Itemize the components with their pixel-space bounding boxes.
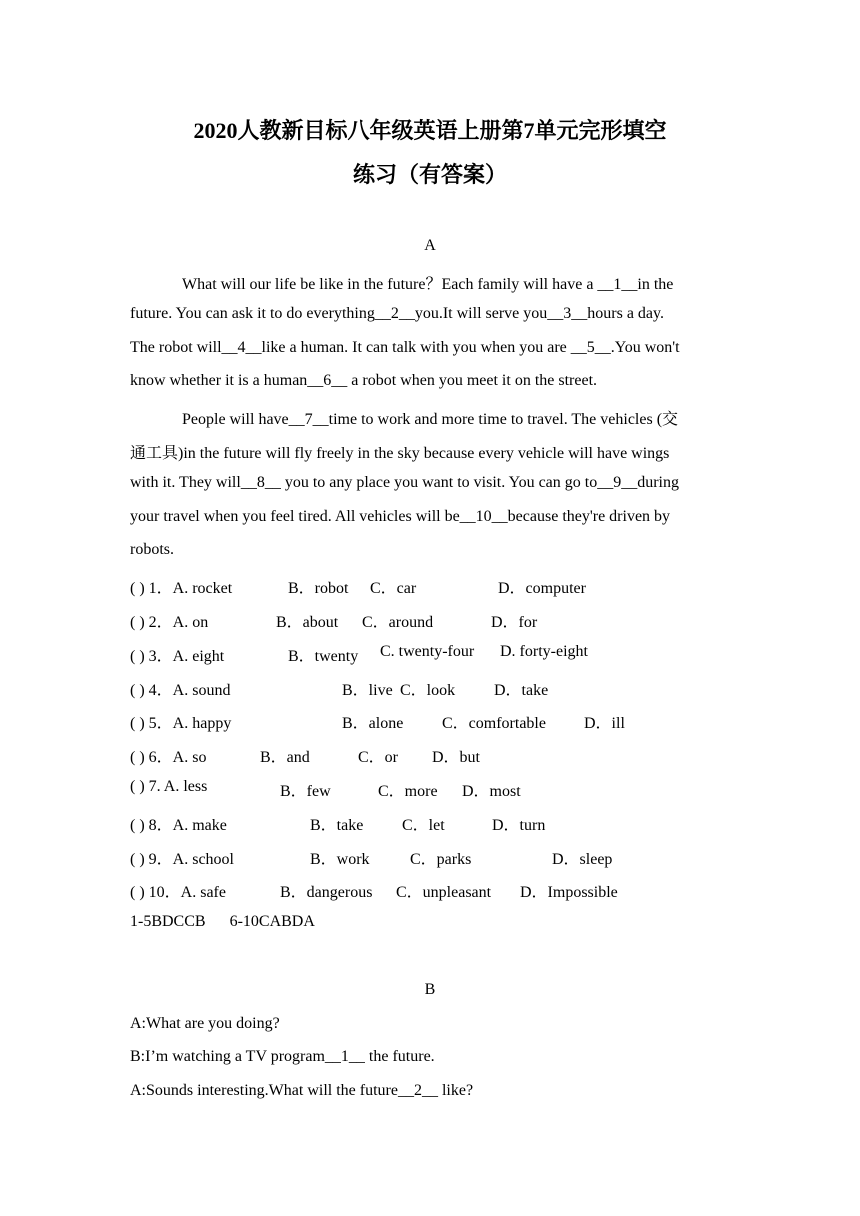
- option-b: B．about: [276, 614, 339, 631]
- option-d: D．take: [494, 682, 549, 699]
- option-c: C．more: [378, 783, 438, 800]
- option-b: B．live: [342, 682, 393, 699]
- passage-a-line: People will have__7__time to work and more time to travel. The vehicles (交: [182, 411, 679, 428]
- passage-a-line: What will our life be like in the future？Each family will have a __1__in the: [182, 276, 674, 293]
- option-c: C．let: [402, 817, 445, 834]
- option-d: D．most: [462, 783, 521, 800]
- passage-a-line: know whether it is a human__6__ a robot when you meet it on the street.: [130, 372, 598, 389]
- option-c: C．unpleasant: [396, 884, 492, 901]
- option-c: C．look: [400, 682, 456, 699]
- question-stem-option-a: ( ) 2．A. on: [130, 614, 209, 631]
- question-stem-option-a: ( ) 8．A. make: [130, 817, 227, 834]
- question-stem-option-a: ( ) 1．A. rocket: [130, 580, 233, 597]
- option-b: B．dangerous: [280, 884, 373, 901]
- option-b: B．robot: [288, 580, 349, 597]
- option-b: B．few: [280, 783, 331, 800]
- option-c: C．comfortable: [442, 715, 546, 732]
- document-title-line-1: 2020人教新目标八年级英语上册第7单元完形填空: [193, 118, 667, 143]
- answer-key: 1-5BDCCB 6-10CABDA: [130, 913, 315, 930]
- dialogue-line: B:I’m watching a TV program__1__ the future.: [130, 1048, 435, 1065]
- option-c: C．parks: [410, 851, 472, 868]
- option-d: D．for: [491, 614, 538, 631]
- question-stem-option-a: ( ) 5．A. happy: [130, 715, 232, 732]
- passage-a-line: with it. They will__8__ you to any place you want to visit. You can go to__9__during: [130, 474, 679, 491]
- question-stem-option-a: ( ) 4．A. sound: [130, 682, 231, 699]
- question-stem-option-a: ( ) 6．A. so: [130, 749, 207, 766]
- dialogue-line: A:Sounds interesting.What will the future__2__ like?: [130, 1082, 474, 1099]
- section-a-heading: A: [424, 237, 436, 254]
- section-b-heading: B: [424, 981, 436, 998]
- option-d: D．sleep: [552, 851, 613, 868]
- option-d: D．turn: [492, 817, 546, 834]
- passage-a-line: 通工具)in the future will fly freely in the sky because every vehicle will have wings: [130, 445, 670, 462]
- passage-a-line: future. You can ask it to do everything__2__you.It will serve you__3__hours a day.: [130, 305, 664, 322]
- question-stem-option-a: ( ) 10．A. safe: [130, 884, 226, 901]
- option-c: C．car: [370, 580, 417, 597]
- option-d: D. forty-eight: [500, 643, 588, 660]
- question-stem-option-a: ( ) 7. A. less: [130, 778, 208, 795]
- question-stem-option-a: ( ) 3．A. eight: [130, 648, 225, 665]
- option-d: D．computer: [498, 580, 586, 597]
- option-d: D．but: [432, 749, 481, 766]
- option-c: C．around: [362, 614, 434, 631]
- option-b: B．and: [260, 749, 310, 766]
- option-c: C. twenty-four: [380, 643, 475, 660]
- option-b: B．work: [310, 851, 370, 868]
- option-b: B．take: [310, 817, 364, 834]
- option-c: C．or: [358, 749, 399, 766]
- passage-a-line: robots.: [130, 541, 174, 558]
- option-b: B．twenty: [288, 648, 359, 665]
- passage-a-line: The robot will__4__like a human. It can talk with you when you are __5__.You won't: [130, 339, 680, 356]
- passage-a-line: your travel when you feel tired. All vehicles will be__10__because they're driven by: [130, 508, 671, 525]
- option-b: B．alone: [342, 715, 404, 732]
- option-d: D．ill: [584, 715, 625, 732]
- option-d: D．Impossible: [520, 884, 618, 901]
- question-stem-option-a: ( ) 9．A. school: [130, 851, 234, 868]
- dialogue-line: A:What are you doing?: [130, 1015, 280, 1032]
- document-title-line-2: 练习（有答案）: [352, 162, 507, 187]
